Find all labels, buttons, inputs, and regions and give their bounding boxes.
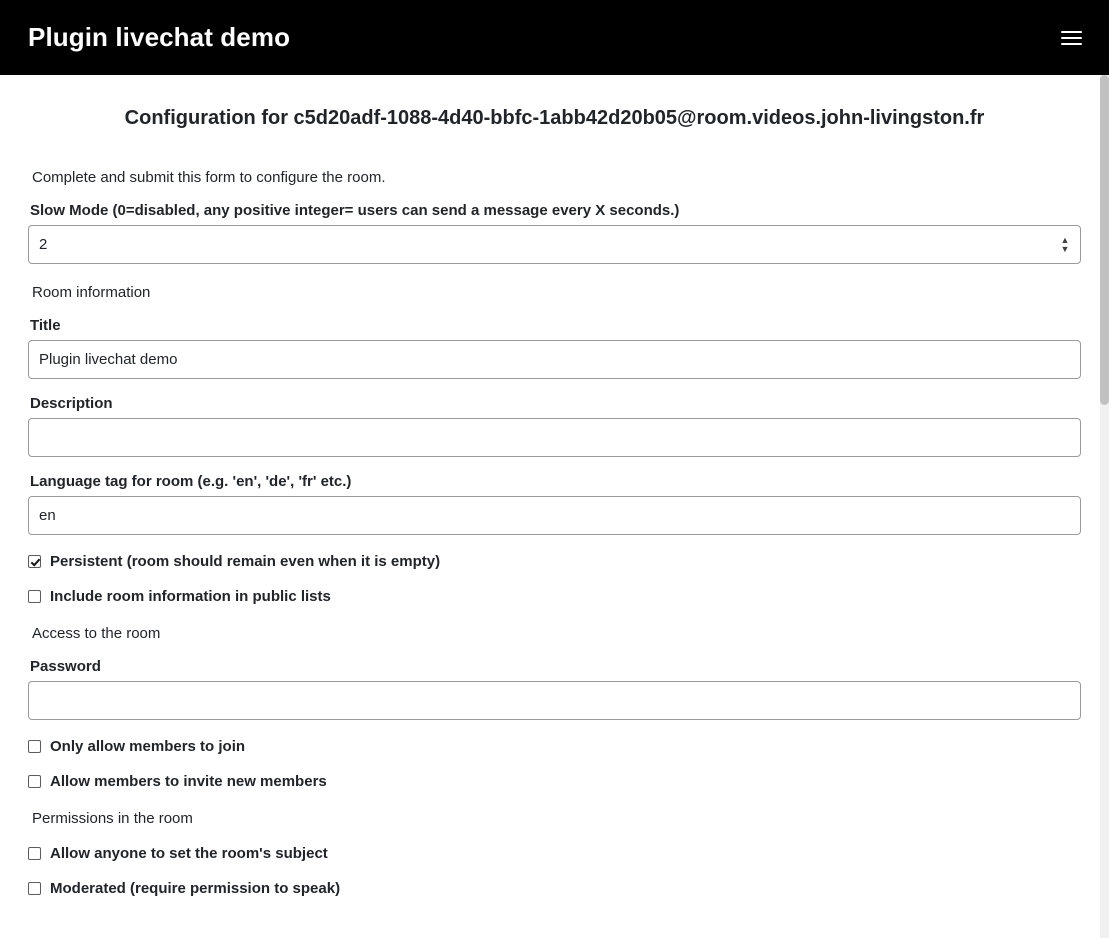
slow-mode-label: Slow Mode (0=disabled, any positive integer= users can send a message every X seconds.) [30, 202, 680, 219]
checkbox-row-persistent[interactable] [28, 553, 1081, 570]
field-group-language-tag [28, 473, 1081, 535]
title-input[interactable] [28, 340, 1081, 379]
checkbox-row-allow-invites[interactable] [28, 773, 1081, 790]
field-group-description [28, 395, 1081, 457]
persistent-checkbox[interactable] [28, 555, 41, 568]
allow-invites-label: Allow members to invite new members [50, 773, 327, 790]
number-stepper-icon[interactable] [1058, 235, 1072, 255]
checkbox-row-moderated[interactable] [28, 880, 1081, 897]
slow-mode-input[interactable] [28, 225, 1081, 264]
checkbox-row-public-lists[interactable] [28, 588, 1081, 605]
public-lists-checkbox[interactable] [28, 590, 41, 603]
stepper-down-icon[interactable]: ▼ [1060, 243, 1070, 254]
checkbox-row-change-subject[interactable] [28, 845, 1081, 862]
members-only-label: Only allow members to join [50, 738, 246, 755]
change-subject-checkbox[interactable] [28, 847, 41, 860]
form-instructions: Complete and submit this form to configure the room. [32, 169, 386, 186]
password-label: Password [30, 658, 101, 675]
configuration-heading: Configuration for c5d20adf-1088-4d40-bbfc-1abb42d20b05@room.videos.john-livingston.fr [124, 107, 985, 129]
password-input[interactable] [28, 681, 1081, 720]
public-lists-label: Include room information in public lists [50, 588, 331, 605]
slow-mode-input-wrapper [28, 225, 1081, 264]
configuration-form [0, 105, 1109, 897]
members-only-checkbox[interactable] [28, 740, 41, 753]
moderated-label: Moderated (require permission to speak) [50, 880, 341, 897]
page-title: Plugin livechat demo [28, 22, 291, 52]
language-tag-label: Language tag for room (e.g. 'en', 'de', 'fr' etc.) [30, 473, 352, 490]
field-group-slow-mode [28, 202, 1081, 264]
room-information-legend: Room information [32, 284, 151, 301]
checkbox-row-members-only[interactable] [28, 738, 1081, 755]
persistent-label: Persistent (room should remain even when it is empty) [50, 553, 441, 570]
change-subject-label: Allow anyone to set the room's subject [50, 845, 328, 862]
title-label: Title [30, 317, 61, 334]
field-group-title [28, 317, 1081, 379]
access-legend: Access to the room [32, 625, 161, 642]
language-tag-input[interactable] [28, 496, 1081, 535]
moderated-checkbox[interactable] [28, 882, 41, 895]
hamburger-menu-icon [1061, 27, 1082, 49]
scrollbar-thumb[interactable] [1100, 75, 1109, 405]
allow-invites-checkbox[interactable] [28, 775, 41, 788]
description-input[interactable] [28, 418, 1081, 457]
description-label: Description [30, 395, 113, 412]
hamburger-menu-button[interactable] [1051, 19, 1091, 57]
stepper-up-icon[interactable]: ▲ [1060, 234, 1070, 245]
field-group-password [28, 658, 1081, 720]
app-header [0, 0, 1109, 75]
page-scrollbar[interactable] [1100, 75, 1109, 938]
permissions-legend: Permissions in the room [32, 810, 193, 827]
